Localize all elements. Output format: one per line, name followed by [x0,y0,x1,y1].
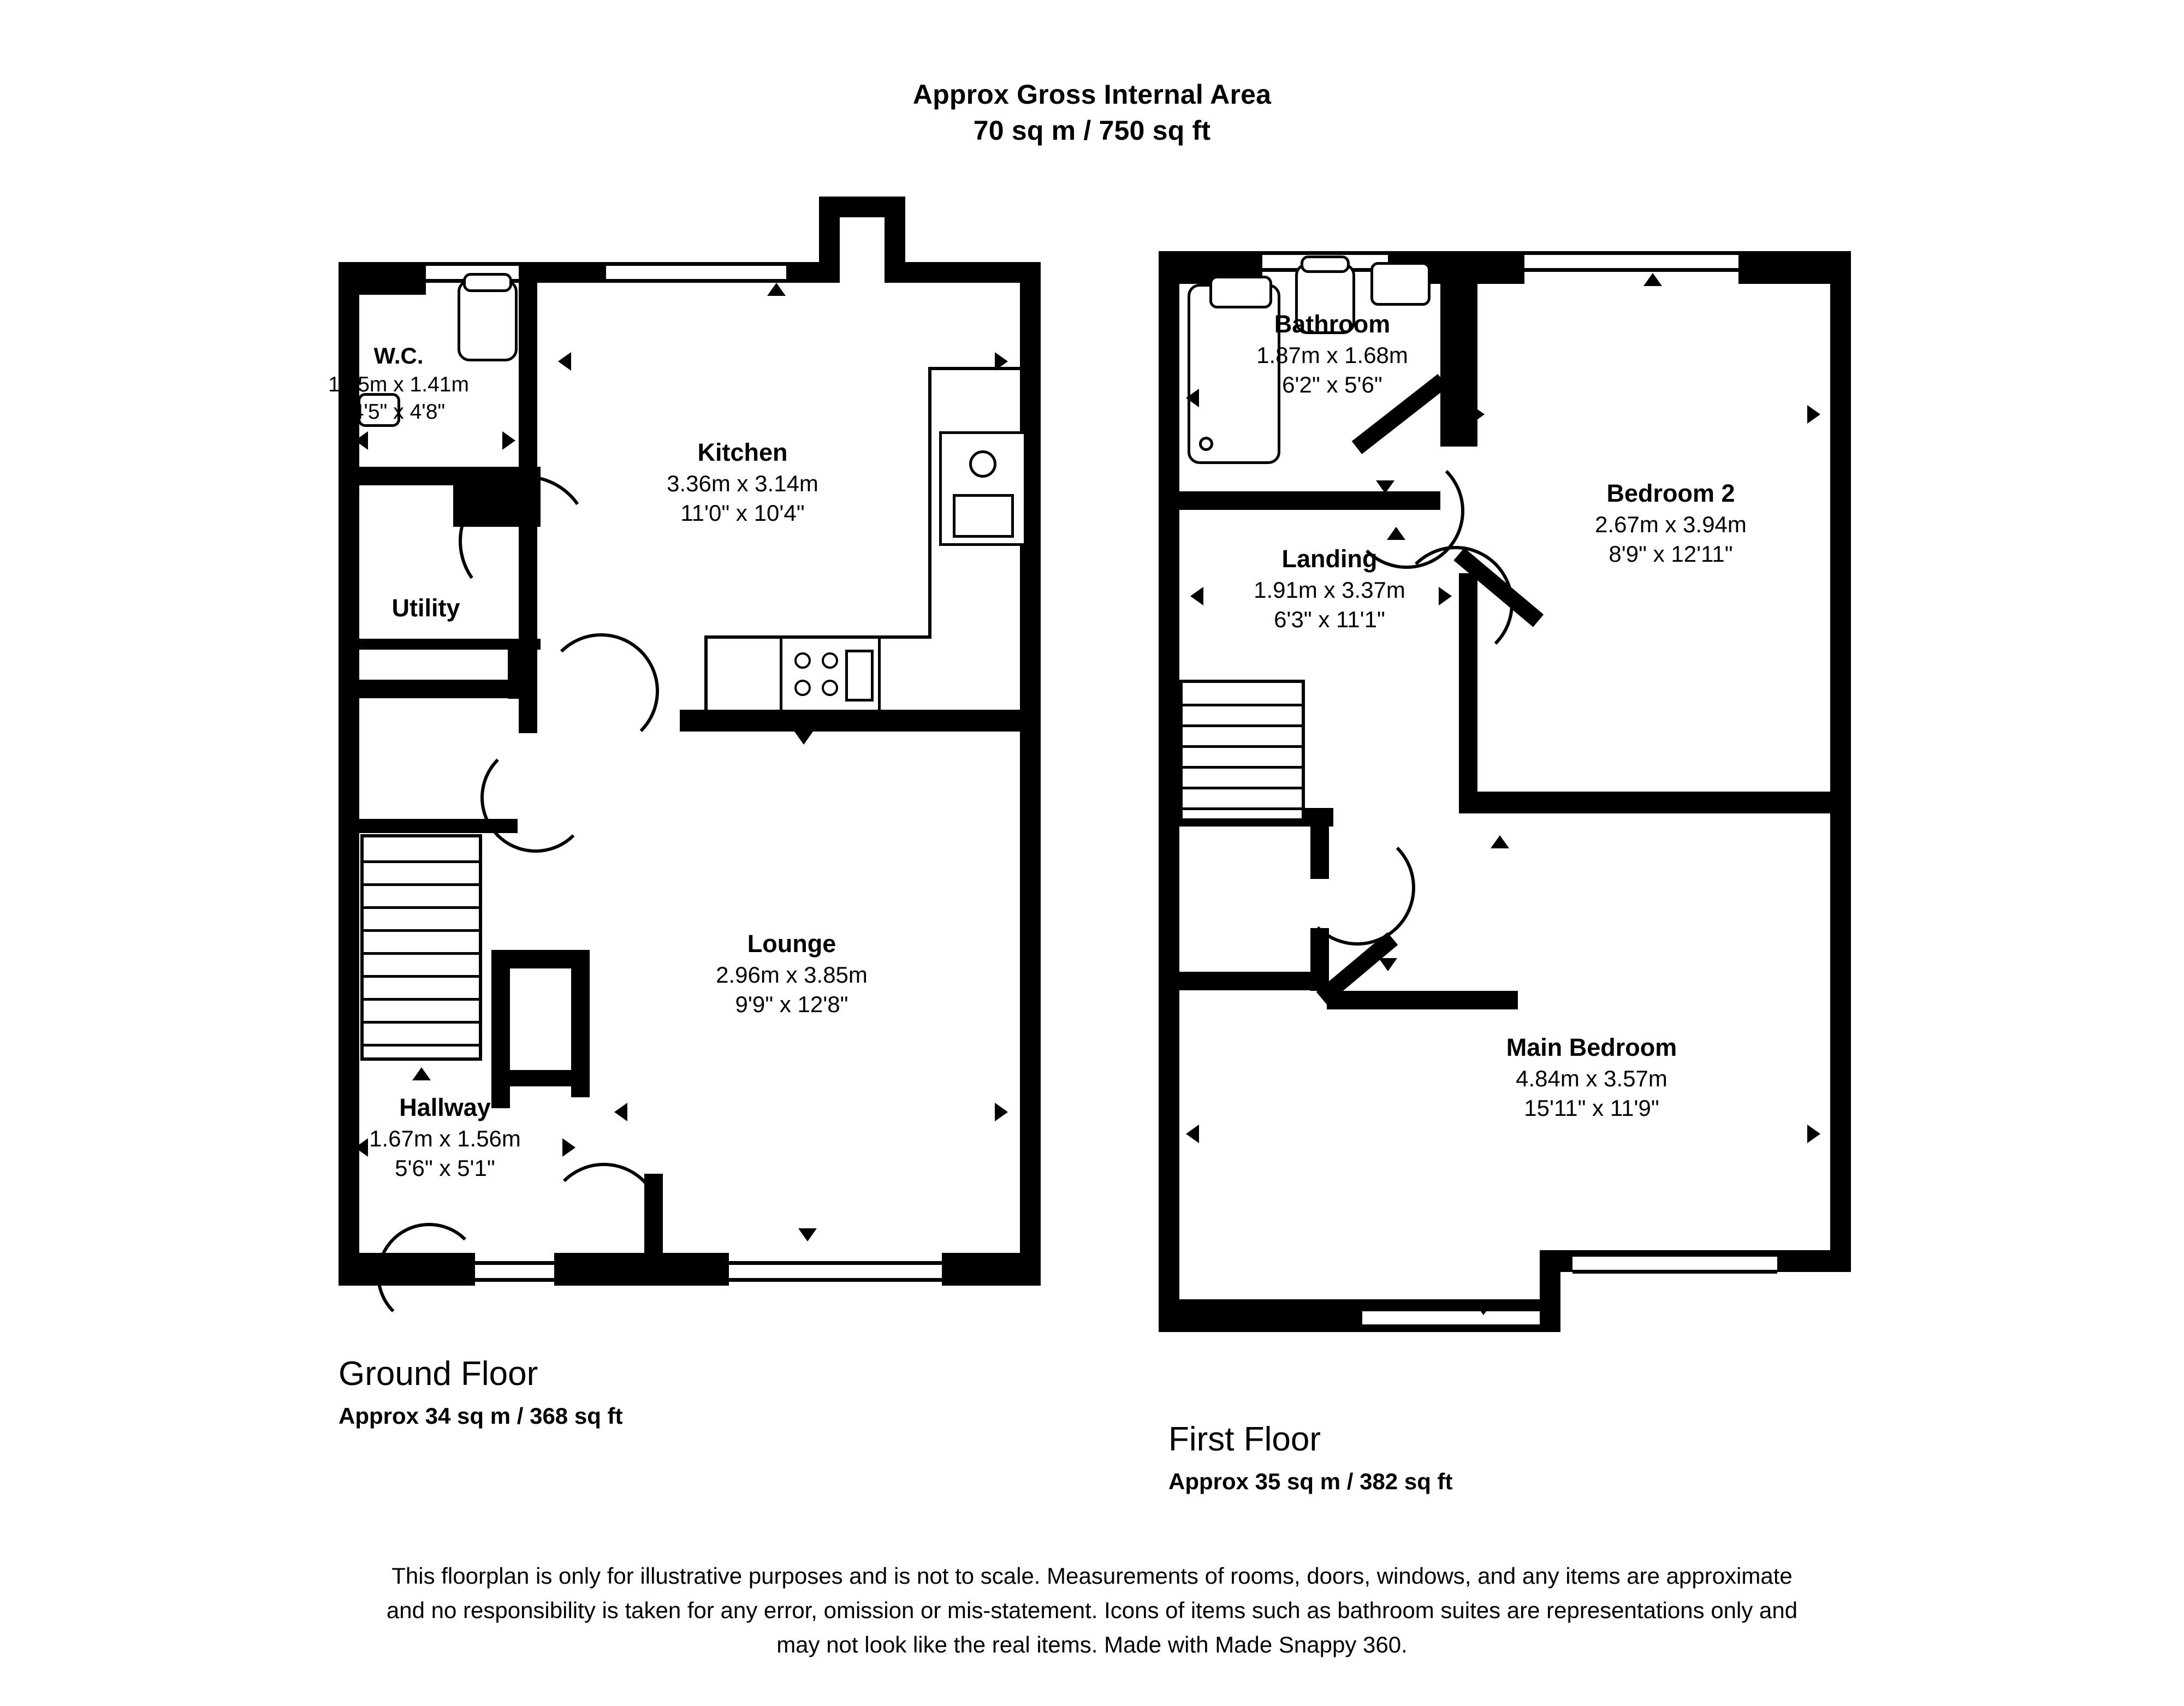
room-dim-ft-kitchen: 11'0" x 10'4" [680,500,805,526]
room-name-main-bedroom: Main Bedroom [1506,1033,1677,1061]
gross-area-value: 70 sq m / 750 sq ft [973,115,1211,146]
room-dim-ft-lounge: 9'9" x 12'8" [735,991,848,1018]
room-dim-m-bathroom: 1.87m x 1.68m [1256,342,1408,368]
arrow-landing-up [1387,527,1405,540]
room-name-wc: W.C. [373,343,424,368]
arrow-bedroom2-down [1648,794,1666,807]
gross-area-title: Approx Gross Internal Area [912,79,1272,110]
cistern-icon-bathroom [1301,255,1350,273]
room-label-main-bedroom [1441,1032,1742,1124]
bathtub-tap-icon [1199,437,1213,451]
arrow-main-bedroom-right [1807,1125,1820,1143]
wall-ff-landing-bottom2 [1159,972,1328,990]
room-label-bedroom2 [1534,478,1807,569]
ground-floor-title: Ground Floor [339,1355,538,1393]
room-label-bathroom [1196,308,1469,400]
arrow-bathroom-right [1471,405,1485,424]
wall-ff-left [1159,251,1179,1332]
arrow-bathroom-down [1376,480,1394,494]
room-dim-m-lounge: 2.96m x 3.85m [716,961,868,988]
disclaimer [0,1559,2184,1662]
basin-icon-bathroom [1370,262,1431,306]
wall-ff-right [1830,251,1851,1272]
arrow-main-bedroom-left [1186,1125,1199,1143]
window-ff-bottom-right [1572,1253,1777,1274]
window-ff-top-bedroom2 [1524,251,1738,272]
room-label-landing [1190,543,1469,635]
room-dim-m-landing: 1.91m x 3.37m [1254,576,1405,603]
room-dim-ft-wc: 4'5" x 4'8" [352,400,446,424]
wall-ff-top-right [1738,251,1851,284]
room-name-kitchen: Kitchen [697,438,788,466]
arrow-main-bedroom-bottom [1474,1302,1493,1315]
wall-ff-main-top [1327,991,1518,1009]
disclaimer-line-1: This floorplan is only for illustrative purposes and is not to scale. Measurements of rooms, doors, windows, and any items are approximate [391,1563,1793,1589]
room-dim-m-wc: 1.35m x 1.41m [328,372,469,396]
room-name-lounge: Lounge [747,930,836,958]
room-dim-ft-landing: 6'3" x 11'1" [1274,607,1385,633]
room-name-bathroom: Bathroom [1274,310,1391,338]
wall-ff-landing-right2 [1310,928,1329,991]
first-floor-caption [1168,1419,1453,1495]
room-dim-ft-bathroom: 6'2" x 5'6" [1282,372,1382,398]
room-dim-ft-main-bedroom: 15'11" x 11'9" [1524,1095,1659,1121]
disclaimer-line-2: and no responsibility is taken for any error, omission or mis-statement. Icons of items such as bathroom suites are representations only and [386,1597,1798,1623]
room-name-bedroom2: Bedroom 2 [1606,479,1735,507]
arrow-main-bedroom-up [1491,835,1509,848]
room-dim-m-hallway: 1.67m x 1.56m [369,1125,521,1151]
shower-tray-icon [1209,276,1272,308]
room-name-landing: Landing [1281,545,1378,573]
ground-floor-area: Approx 34 sq m / 368 sq ft [339,1403,623,1429]
room-dim-ft-bedroom2: 8'9" x 12'11" [1609,541,1733,567]
window-ff-bottom-main [1362,1307,1542,1328]
arrow-main-bedroom-down [1379,958,1397,971]
arrow-bedroom2-right [1807,405,1820,424]
disclaimer-line-3: may not look like the real items. Made with Made Snappy 360. [776,1632,1408,1657]
room-dim-m-bedroom2: 2.67m x 3.94m [1595,511,1747,537]
room-dim-m-kitchen: 3.36m x 3.14m [667,470,818,496]
room-dim-ft-hallway: 5'6" x 5'1" [395,1155,495,1181]
arrow-bedroom2-up [1643,273,1662,286]
room-name-hallway: Hallway [399,1093,491,1121]
first-floor-title: First Floor [1168,1420,1321,1458]
stairs-first [1179,680,1305,822]
first-floor-area: Approx 35 sq m / 382 sq ft [1168,1469,1453,1495]
door-main-bedroom [1299,830,1415,946]
room-dim-m-main-bedroom: 4.84m x 3.57m [1516,1065,1667,1091]
room-name-utility: Utility [391,594,460,622]
